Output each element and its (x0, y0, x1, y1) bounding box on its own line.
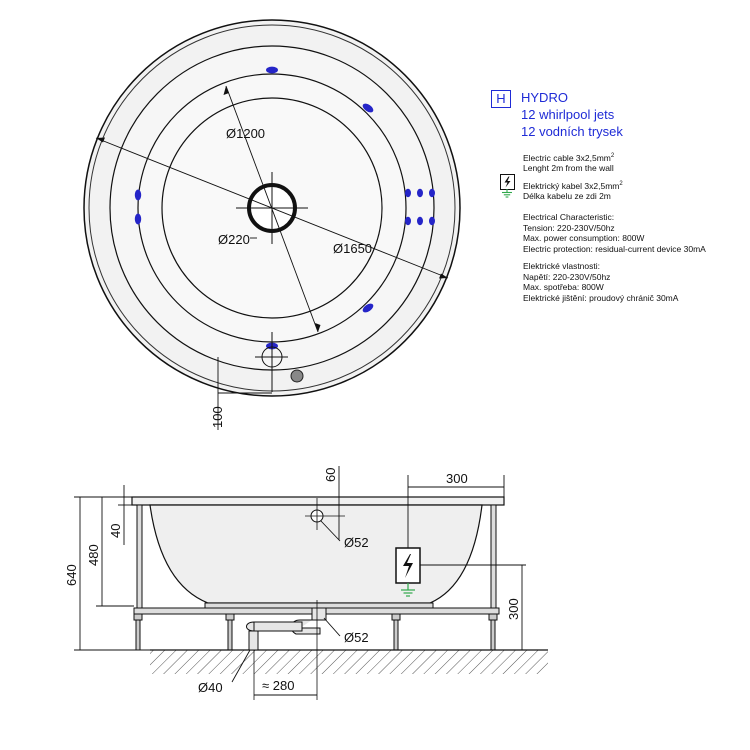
cable-cz-line1: Elektrický kabel 3x2,5mm (523, 180, 620, 191)
tub-rim (132, 497, 504, 505)
foot-leg (491, 620, 495, 650)
electrical-en (523, 212, 706, 254)
tub-base-plate (205, 603, 433, 608)
dim-rim: 40 (108, 523, 123, 538)
foot-base (134, 614, 142, 620)
electrical-en-heading: Electrical Characteristic: (523, 212, 615, 222)
jet (266, 67, 278, 74)
section-view (74, 466, 548, 700)
frame-post-left (137, 505, 142, 608)
dim-inner-diameter: Ø1200 (226, 126, 266, 141)
jet (429, 217, 435, 225)
siphon-elbow (247, 622, 255, 631)
cable-icon (500, 174, 515, 190)
cable-ground-icon (500, 189, 514, 199)
electrical-en-power: Max. power consumption: 800W (523, 233, 645, 244)
cable-en-line1: Electric cable 3x2,5mm (523, 152, 611, 163)
cable-en-sup: 2 (610, 153, 615, 159)
floor-hatch (150, 650, 548, 674)
electrical-cz-protection: Elektrické jištění: proudový chránič 30mA (523, 292, 679, 303)
electrical-en-tension: Tension: 220-230V/50hz (523, 222, 615, 233)
cable-en-line2: Lenght 2m from the wall (523, 163, 614, 174)
dim-total-height: 640 (64, 564, 79, 586)
foot-leg (228, 620, 232, 650)
dim-pipe-diameter: Ø40 (198, 680, 223, 695)
dim-cable-offset: 300 (446, 471, 468, 486)
electrical-cz-tension: Napětí: 220-230V/50hz (523, 271, 611, 282)
foot-base (392, 614, 400, 620)
foot-leg (136, 620, 140, 650)
cable-cz (523, 179, 623, 202)
dim-drain-diameter: Ø220 (218, 232, 250, 247)
electrical-cz (523, 261, 678, 303)
jet (405, 189, 411, 197)
dim-offset-100: 100 (210, 406, 225, 428)
jet (429, 189, 435, 197)
jet (135, 214, 141, 225)
dim-cable-height: 300 (506, 598, 521, 620)
dim-jet-diameter: Ø52 (344, 535, 369, 550)
dim-drain-diameter-section: Ø52 (344, 630, 369, 645)
dim-tub-height: 480 (86, 544, 101, 566)
electrical-en-protection: Electric protection: residual-current device 30mA (523, 243, 706, 254)
frame-post-right (491, 505, 496, 608)
drain-knob (291, 370, 303, 382)
plan-view (84, 20, 460, 430)
dim-top-offset: 60 (323, 467, 338, 482)
outlet-pipe (249, 631, 258, 650)
jets-cz: 12 vodních trysek (521, 124, 623, 139)
electrical-cz-power: Max. spotřeba: 800W (523, 282, 604, 293)
siphon-pipe (254, 622, 302, 631)
foot-leg (394, 620, 398, 650)
foot-base (489, 614, 497, 620)
jet (135, 190, 141, 201)
foot-base (226, 614, 234, 620)
hydro-title: HYDRO (521, 90, 568, 105)
cable-cz-line2: Délka kabelu ze zdi 2m (523, 191, 611, 202)
hydro-badge: H (491, 90, 511, 108)
dim-outer-diameter: Ø1650 (333, 241, 373, 256)
jet (405, 217, 411, 225)
jet (417, 217, 423, 225)
jets-en: 12 whirlpool jets (521, 107, 615, 122)
electrical-cz-heading: Elektrické vlastnosti: (523, 261, 600, 271)
cable-cz-sup: 2 (619, 181, 623, 187)
leader-drain-52 (324, 618, 340, 636)
jet (417, 189, 423, 197)
cable-en (523, 151, 614, 174)
dim-pipe-offset: ≈ 280 (262, 678, 295, 693)
